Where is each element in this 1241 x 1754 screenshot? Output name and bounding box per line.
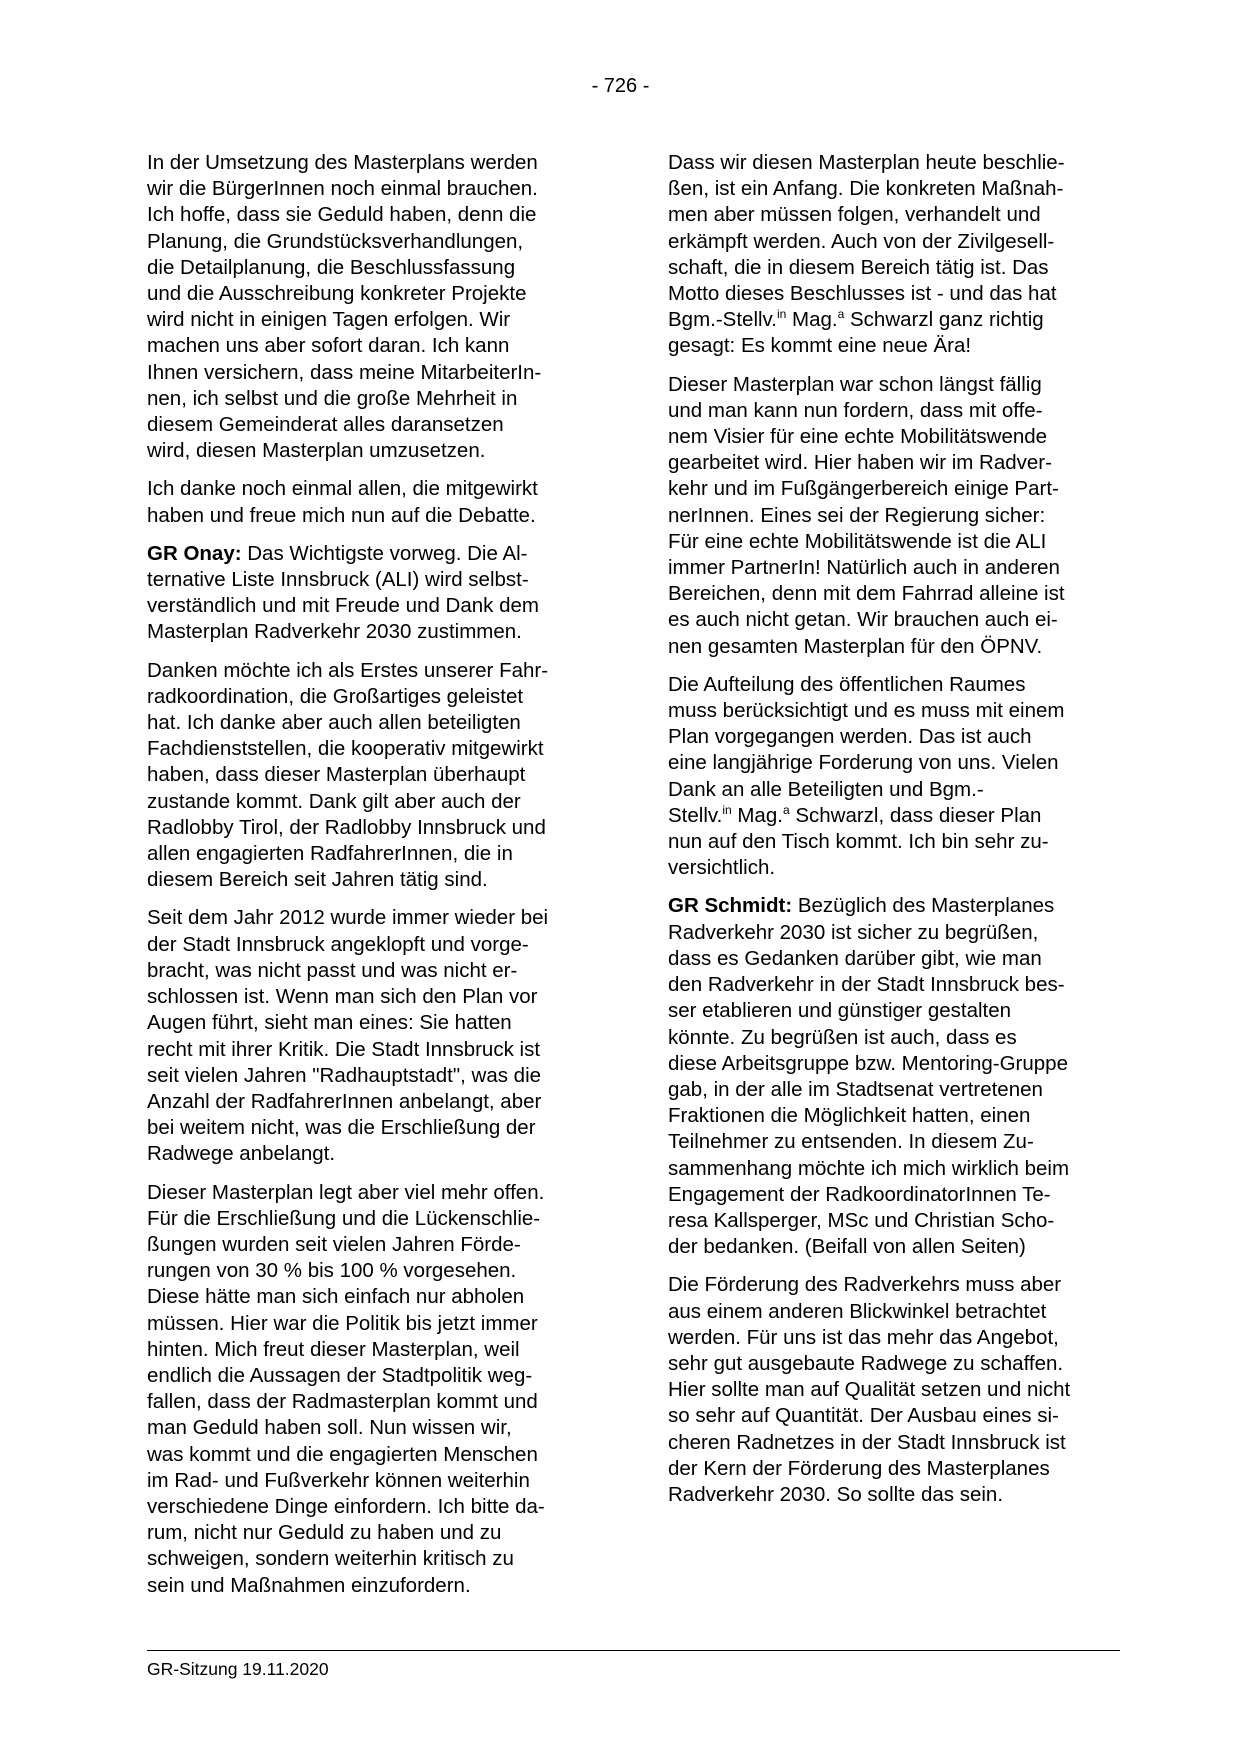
text-line: haben, dass dieser Masterplan überhaupt xyxy=(147,763,526,787)
text-line: Ihnen versichern, dass meine MitarbeiterIn- xyxy=(147,360,542,384)
text-line: Dieser Masterplan war schon längst fällig xyxy=(668,372,1042,396)
text-line: Augen führt, sieht man eines: Sie hatten xyxy=(147,1011,512,1035)
text-line: Danken möchte ich als Erstes unserer Fahr- xyxy=(147,658,549,682)
text-line: Masterplan Radverkehr 2030 zustimmen. xyxy=(147,620,522,644)
text-line: Fachdienststellen, die kooperativ mitgewirkt xyxy=(147,737,544,761)
text-line: gesagt: Es kommt eine neue Ära! xyxy=(668,334,972,358)
text-line: könnte. Zu begrüßen ist auch, dass es xyxy=(668,1025,1017,1049)
text-line: und man kann nun fordern, dass mit offe- xyxy=(668,398,1043,422)
text-line: sehr gut ausgebaute Radwege zu schaffen. xyxy=(668,1351,1064,1375)
text-line: Teilnehmer zu entsenden. In diesem Zu- xyxy=(668,1130,1034,1154)
text-line: so sehr auf Quantität. Der Ausbau eines si- xyxy=(668,1404,1059,1428)
text-line: wir die BürgerInnen noch einmal brauchen. xyxy=(147,177,538,201)
paragraph xyxy=(668,893,1128,1260)
text-line: diese Arbeitsgruppe bzw. Mentoring-Gruppe xyxy=(668,1051,1068,1075)
text-line: Dieser Masterplan legt aber viel mehr offen. xyxy=(147,1180,545,1204)
text-line: allen engagierten RadfahrerInnen, die in xyxy=(147,842,513,866)
text-line: Motto dieses Beschlusses ist - und das hat xyxy=(668,282,1057,306)
text-line: kehr und im Fußgängerbereich einige Part- xyxy=(668,477,1059,501)
superscript-text: in xyxy=(776,307,787,322)
paragraph xyxy=(147,658,607,894)
text-line: men aber müssen folgen, verhandelt und xyxy=(668,203,1041,227)
superscript-text: in xyxy=(722,802,732,817)
text-line: Für eine echte Mobilitätswende ist die ALI xyxy=(668,529,1047,553)
text-line: es auch nicht getan. Wir brauchen auch ei- xyxy=(668,608,1058,632)
text-line: Plan vorgegangen werden. Das ist auch xyxy=(668,725,1032,749)
text-line: werden. Für uns ist das mehr das Angebot, xyxy=(668,1325,1059,1349)
superscript-text: a xyxy=(782,802,790,817)
text-line: Diese hätte man sich einfach nur abholen xyxy=(147,1285,525,1309)
text-line: Dank an alle Beteiligten und Bgm.- xyxy=(668,777,984,801)
paragraph xyxy=(147,150,607,464)
paragraph xyxy=(668,672,1128,882)
text-line: wird, diesen Masterplan umzusetzen. xyxy=(147,439,486,463)
text-line: sammenhang möchte ich mich wirklich beim xyxy=(668,1156,1070,1180)
text-line: Fraktionen die Möglichkeit hatten, einen xyxy=(668,1104,1031,1128)
text-line: gab, in der alle im Stadtsenat vertretenen xyxy=(668,1077,1043,1101)
text-line: eine langjährige Forderung von uns. Vielen xyxy=(668,751,1059,775)
text-line: Die Aufteilung des öffentlichen Raumes xyxy=(668,672,1026,696)
text-line: In der Umsetzung des Masterplans werden xyxy=(147,151,538,174)
text-line: hat. Ich danke aber auch allen beteiligten xyxy=(147,711,521,735)
text-line: Ich hoffe, dass sie Geduld haben, denn die xyxy=(147,203,537,227)
text-line: nem Visier für eine echte Mobilitätswende xyxy=(668,425,1048,449)
text-line: rum, nicht nur Geduld zu haben und zu xyxy=(147,1521,502,1545)
text-line: erkämpft werden. Auch von der Zivilgesell- xyxy=(668,229,1055,253)
text-line: hinten. Mich freut dieser Masterplan, weil xyxy=(147,1337,520,1361)
text-line: radkoordination, die Großartiges geleistet xyxy=(147,684,524,708)
text-line: Radlobby Tirol, der Radlobby Innsbruck und xyxy=(147,815,546,839)
text-line: ßungen wurden seit vielen Jahren Förde- xyxy=(147,1232,521,1256)
text-line: Engagement der RadkoordinatorInnen Te- xyxy=(668,1182,1051,1206)
text-line: man Geduld haben soll. Nun wissen wir, xyxy=(147,1416,512,1440)
paragraph xyxy=(147,905,607,1167)
text-line: im Rad- und Fußverkehr können weiterhin xyxy=(147,1468,530,1492)
text-line: diesem Bereich seit Jahren tätig sind. xyxy=(147,868,488,892)
text-line: Seit dem Jahr 2012 wurde immer wieder bei xyxy=(147,906,549,930)
text-line: der Kern der Förderung des Masterplanes xyxy=(668,1456,1050,1480)
text-line: müssen. Hier war die Politik bis jetzt immer xyxy=(147,1311,538,1335)
paragraph xyxy=(668,372,1128,660)
text-line: recht mit ihrer Kritik. Die Stadt Innsbruck ist xyxy=(147,1037,541,1061)
text-line: fallen, dass der Radmasterplan kommt und xyxy=(147,1390,538,1414)
text-line: muss berücksichtigt und es muss mit einem xyxy=(668,699,1065,723)
page-number: - 726 - xyxy=(591,75,650,97)
text-line: resa Kallsperger, MSc und Christian Scho- xyxy=(668,1208,1055,1232)
text-line: verschiedene Dinge einfordern. Ich bitte da- xyxy=(147,1494,545,1518)
text-line: der bedanken. (Beifall von allen Seiten) xyxy=(668,1235,1026,1259)
text-line: aus einem anderen Blickwinkel betrachtet xyxy=(668,1299,1047,1323)
text-line: den Radverkehr in der Stadt Innsbruck bes- xyxy=(668,973,1065,997)
speaker-name: GR Schmidt: xyxy=(668,894,793,918)
text-line: nen, ich selbst und die große Mehrheit in xyxy=(147,386,518,410)
footer-session-date: GR-Sitzung 19.11.2020 xyxy=(147,1659,329,1679)
text-line: nen gesamten Masterplan für den ÖPNV. xyxy=(668,634,1043,658)
text-line: Stellv.$^{in}$ Mag.$^a$ Schwarzl, dass dieser Plan xyxy=(668,802,1042,827)
text-line: seit vielen Jahren "Radhauptstadt", was die xyxy=(147,1063,542,1087)
text-line: sein und Maßnahmen einzufordern. xyxy=(147,1573,471,1597)
text-line: nerInnen. Eines sei der Regierung sicher: xyxy=(668,503,1046,527)
text-line: nun auf den Tisch kommt. Ich bin sehr zu- xyxy=(668,830,1049,854)
text-line: und die Ausschreibung konkreter Projekte xyxy=(147,282,527,306)
text-line: Dass wir diesen Masterplan heute beschlie- xyxy=(668,151,1065,174)
text-line: gearbeitet wird. Hier haben wir im Radver- xyxy=(668,451,1052,475)
text-line: Ich danke noch einmal allen, die mitgewirkt xyxy=(147,477,538,501)
text-line: diesem Gemeinderat alles daransetzen xyxy=(147,413,504,437)
text-line: rungen von 30 % bis 100 % vorgesehen. xyxy=(147,1259,517,1283)
text-line: Bgm.-Stellv.$^{in}$ Mag.$^a$ Schwarzl ganz richtig xyxy=(668,307,1044,332)
text-line: dass es Gedanken darüber gibt, wie man xyxy=(668,946,1042,970)
text-line: ßen, ist ein Anfang. Die konkreten Maßnah- xyxy=(668,177,1064,201)
text-line: schaft, die in diesem Bereich tätig ist. Das xyxy=(668,255,1049,279)
text-line: zustande kommt. Dank gilt aber auch der xyxy=(147,789,521,813)
text-line: die Detailplanung, die Beschlussfassung xyxy=(147,255,516,279)
text-line: ser etablieren und günstiger gestalten xyxy=(668,999,1012,1023)
speaker-name: GR Onay: xyxy=(147,541,242,565)
text-line: Für die Erschließung und die Lückenschlie- xyxy=(147,1206,541,1230)
text-line: schweigen, sondern weiterhin kritisch zu xyxy=(147,1547,514,1571)
text-line: Radverkehr 2030. So sollte das sein. xyxy=(668,1482,1004,1506)
text-line: was kommt und die engagierten Menschen xyxy=(147,1442,538,1466)
text-line: GR Onay: Das Wichtigste vorweg. Die Al- xyxy=(147,541,528,565)
footer-divider xyxy=(147,1650,1120,1651)
text-line: GR Schmidt: Bezüglich des Masterplanes xyxy=(668,894,1055,918)
text-line: verständlich und mit Freude und Dank dem xyxy=(147,594,539,618)
paragraph xyxy=(147,1180,607,1599)
paragraph xyxy=(147,476,607,528)
text-line: Planung, die Grundstücksverhandlungen, xyxy=(147,229,524,253)
text-line: endlich die Aussagen der Stadtpolitik weg- xyxy=(147,1363,533,1387)
paragraph xyxy=(147,541,607,646)
left-column xyxy=(147,150,607,1611)
text-line: bei weitem nicht, was die Erschließung der xyxy=(147,1116,536,1140)
text-line: cheren Radnetzes in der Stadt Innsbruck ist xyxy=(668,1430,1066,1454)
text-line: ternative Liste Innsbruck (ALI) wird selbst- xyxy=(147,568,529,592)
superscript-text: a xyxy=(837,307,845,322)
text-line: Hier sollte man auf Qualität setzen und nicht xyxy=(668,1378,1071,1402)
text-line: der Stadt Innsbruck angeklopft und vorge- xyxy=(147,932,529,956)
right-column xyxy=(668,150,1128,1520)
text-line: Anzahl der RadfahrerInnen anbelangt, aber xyxy=(147,1089,542,1113)
text-line: wird nicht in einigen Tagen erfolgen. Wir xyxy=(147,308,511,332)
text-line: machen uns aber sofort daran. Ich kann xyxy=(147,334,510,358)
text-line: bracht, was nicht passt und was nicht er- xyxy=(147,958,518,982)
text-line: Radverkehr 2030 ist sicher zu begrüßen, xyxy=(668,920,1039,944)
text-line: versichtlich. xyxy=(668,856,776,880)
paragraph xyxy=(668,1272,1128,1508)
text-line: immer PartnerIn! Natürlich auch in anderen xyxy=(668,556,1060,580)
text-line: Bereichen, denn mit dem Fahrrad alleine ist xyxy=(668,582,1065,606)
paragraph xyxy=(668,150,1128,360)
text-line: haben und freue mich nun auf die Debatte. xyxy=(147,503,536,527)
text-line: schlossen ist. Wenn man sich den Plan vor xyxy=(147,985,538,1009)
text-line: Die Förderung des Radverkehrs muss aber xyxy=(668,1273,1062,1297)
text-line: Radwege anbelangt. xyxy=(147,1142,336,1166)
